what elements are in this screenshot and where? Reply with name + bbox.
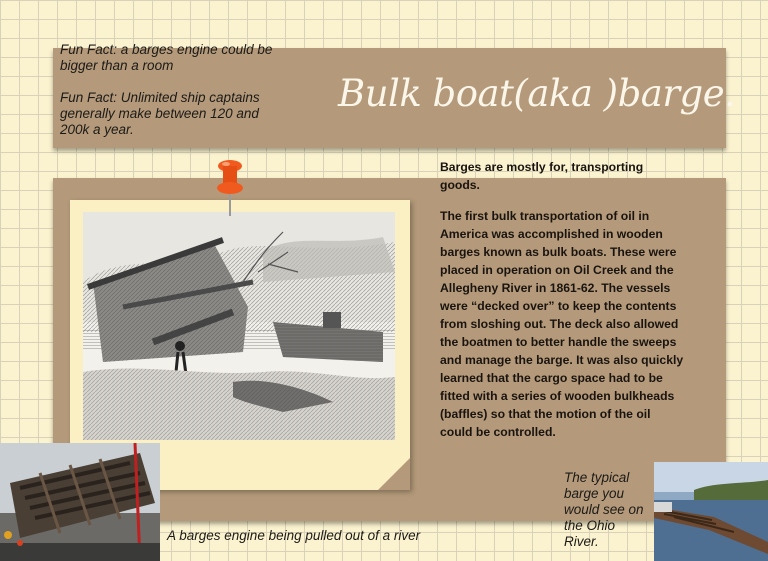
intro-text: Barges are mostly for, transporting goods.: [440, 160, 644, 192]
push-pin-icon: [212, 158, 248, 223]
ohio-photo-caption: The typical barge you would see on the Ohio River.: [564, 470, 644, 549]
engraving-illustration: [83, 212, 395, 440]
paper-curl: [378, 458, 410, 490]
bulk-boat-engraving-image: [83, 212, 395, 440]
body-text: The first bulk transportation of oil in America was accomplished in wooden barges known as bulk boats. These were placed in operation on Oil Creek and the Allegheny River in 1861-62. The vessels were “decked over” to keep the contents from sloshing out. The deck also allowed the boatmen to better handle the sweeps and manage the barge. It was also quickly learned that the cargo space had to be fitted with a series of wooden bulkheads (baffles) so that the motion of the oil could be controlled.: [440, 209, 684, 439]
engine-photo-caption: A barges engine being pulled out of a river: [167, 528, 421, 543]
fun-fact-engine: Fun Fact: a barges engine could be bigger than a room: [60, 42, 273, 73]
ohio-river-barge-photo: [654, 462, 768, 561]
barge-engine-photo: [0, 443, 160, 561]
fun-fact-captains: Fun Fact: Unlimited ship captains generally make between 120 and 200k a year.: [60, 90, 260, 137]
page-title: Bulk boat(aka )barge.: [338, 72, 736, 115]
